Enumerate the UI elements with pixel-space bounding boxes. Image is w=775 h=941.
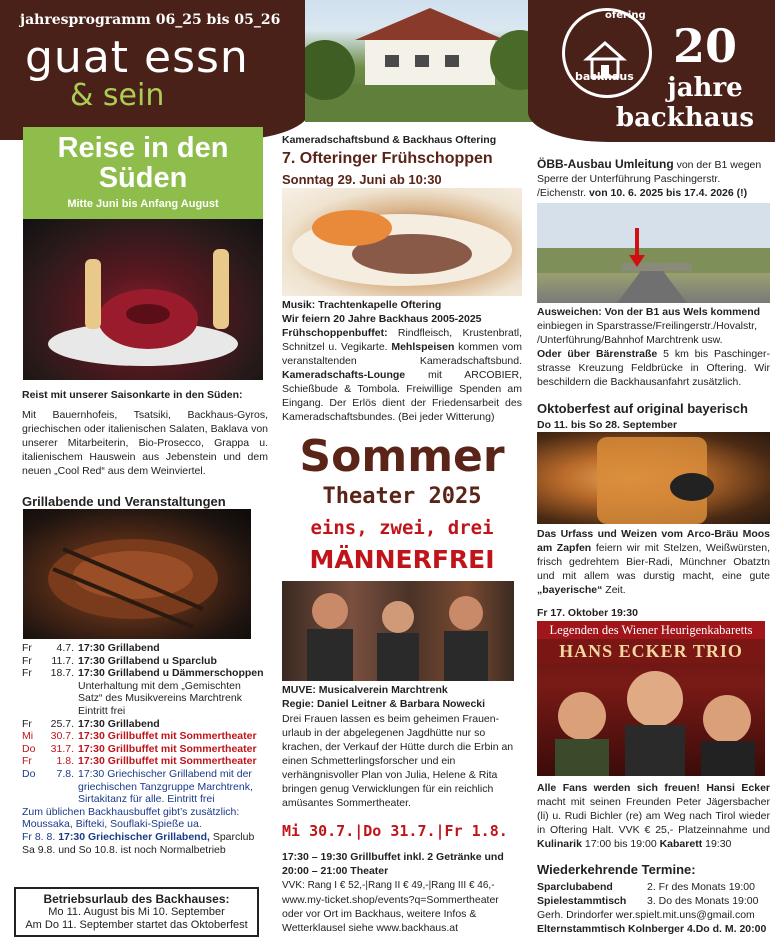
feature-title: Reise in den Süden (57, 132, 229, 194)
oktoberfest-description: Das Urfass und Weizen vom Arco-Bräu Moos am Zapfen feiern wir mit Stelzen, Weißwürsten, frisch gedrehtem Bier-Radi, Münchner Obatztn und mit allem was durstig macht, eine gute „bayerische“ Zeit. (537, 528, 770, 596)
oktoberfest-dates: Do 11. bis So 28. September (537, 419, 678, 431)
holiday-dates: Mo 11. August bis Mi 10. September (48, 906, 225, 918)
weather-clause: Wetterklausel siehe www.backhaus.at (282, 922, 459, 934)
cast-illustration (282, 581, 514, 681)
onsite-info: oder vor Ort im Backhaus, weitere Infos & (282, 908, 477, 920)
dessert-illustration (23, 219, 263, 380)
trio-description: Alle Fans werden sich freuen! Hansi Ecker macht mit seinen Freunden Peter Jägersbacher (li) u. Rudi Bichler (re) am Weg nach Tirol wieder in Oftering Halt. VVK € 25,- Platzeinnahme und Kulinarik 17:00 bis 19:00 Kabarett 19:30 (537, 782, 770, 850)
recurring-item: Sparclubabend 2. Fr des Monats 19:00 (537, 881, 755, 893)
play-title-line2: MÄNNERFREI (309, 545, 495, 574)
fruehschoppen-kicker: Kameradschaftsbund & Backhaus Oftering (282, 134, 497, 146)
detour-route: Ausweichen: Von der B1 aus Wels kommend einbiegen in Sparstrasse/Freilingerstr./Hovalstr, /Unterführung/Bahnhof Marchtrenk usw. (537, 306, 761, 346)
event-schedule (22, 642, 268, 856)
schedule-row-greek-2: Fr 8. 8. 17:30 Griechischer Grillabend, Sparclub (22, 830, 255, 843)
schedule-row-theater: Mi 30.7. 17:30 Grillbuffet mit Sommertheater (22, 730, 257, 743)
recurring-list (537, 880, 770, 936)
backhaus-logo (562, 8, 652, 98)
schedule-row: Fr 11.7. 17:30 Grillabend u Sparclub (22, 654, 217, 667)
buffet-dishes: Moussaka, Bifteki, Souflaki-Spieße ua. (22, 818, 202, 831)
theater-headline: Theater 2025 (322, 484, 482, 509)
program-period: jahresprogramm 06_25 bis 05_26 (20, 12, 281, 28)
play-synopsis: Drei Frauen lassen es beim geheimen Frauen-urlaub in der abgelegenen Jagdhütte nur so krachen, der Verkauf der Hütte durch die Erbin an einen Schmetterlingsforscher und ein verhängnisvoller Plan von Julia, Helene & Rita bringen genug Verwicklungen für ein reichlich amüsantes Sommertheater. (282, 713, 514, 809)
normal-operation-note: Sa 9.8. und So 10.8. ist noch Normalbetrieb (22, 843, 226, 856)
season-intro: Reist mit unserer Saisonkarte in den Süden: (22, 389, 243, 401)
anniversary-line: Wir feiern 20 Jahre Backhaus 2005-2025 (282, 313, 482, 325)
anniversary-word: jahre (667, 73, 743, 103)
road-illustration (537, 203, 770, 303)
feature-subtitle: Mitte Juni bis Anfang August (67, 198, 219, 210)
brand-subtitle: & sein (70, 78, 165, 113)
muve-line: MUVE: Musicalverein Marchtrenk (282, 684, 448, 696)
obb-detour-info: ÖBB-Ausbau Umleitung von der B1 wegen Sperre der Unterführung Paschingerstr. /Eichenstr. von 10. 6. 2025 bis 17.4. 2026 (!) (537, 157, 762, 199)
holiday-oktoberfest-note: Am Do 11. September startet das Oktoberfest (25, 919, 248, 931)
season-menu-text: Mit Bauernhofeis, Tsatsiki, Backhaus-Gyros, griechischen oder italienischen Salaten, Baklava von unserer Mitarbeiterin, Bio-Prosecco, Grappa u. italienischem Hauswein aus Jebenstein und dem neuen „Cool Red“ aus dem Weinviertel. (22, 409, 268, 477)
trio-banner-subtitle: Legenden des Wiener Heurigenkabaretts (537, 621, 765, 639)
fruehschoppen-title: 7. Ofteringer Frühschoppen (282, 150, 493, 167)
beer-glass-illustration (537, 432, 770, 524)
ticket-prices: VVK: Rang I € 52,-|Rang II € 49,-|Rang III € 46,- (282, 880, 495, 891)
steak-illustration (23, 509, 251, 639)
logo-text-bottom: backhaus (575, 70, 634, 83)
schedule-row: Fr 18.7. 17:30 Grillabend u Dämmerschoppen (22, 667, 264, 680)
roast-beef-photo (282, 188, 522, 296)
trio-banner-title: HANS ECKER TRIO (537, 639, 765, 663)
meat-plate-illustration (282, 188, 522, 296)
building-illustration (305, 0, 533, 122)
holiday-box (14, 887, 259, 937)
steak-photo (23, 509, 251, 639)
schedule-row: Fr 25.7. 17:30 Grillabend (22, 717, 160, 730)
theater-times-1: 17:30 – 19:30 Grillbuffet inkl. 2 Getränke und (282, 851, 504, 863)
fruehschoppen-description: Frühschoppenbuffet: Rindfleisch, Krustenbratl, Schnitzel u. Vegikarte. Mehlspeisen kommen vom veranstaltenden Kameradschaftsbund. Kameradschafts-Lounge mit ARCOBIER, Schießbude & Tombola. Freiwillige Spenden am Eingang. Der Erlös dient der Friedensarbeit des Kameradschaftsbundes. (Bei jeder Witterung) (282, 327, 522, 423)
grill-heading: Grillabende und Veranstaltungen (22, 494, 226, 509)
backhaus-building-photo (305, 0, 533, 122)
theater-dates: Mi 30.7.|Do 31.7.|Fr 1.8. (282, 822, 508, 840)
logo-text-top: ofering (605, 10, 646, 21)
road-photo (537, 203, 770, 303)
anniversary-number: 20 (672, 19, 737, 73)
detour-alternative: Oder über Bärenstraße 5 km bis Paschinger-strasse Kreuzung Feldbrücke in Oftering. Wir beschildern die Backhausanfahrt zusätzlich. (537, 348, 770, 388)
buffet-note: Zum üblichen Backhausbuffet gibt’s zusätzlich: (22, 805, 240, 818)
schedule-row-note: Eintritt frei (78, 704, 126, 717)
fruehschoppen-date: Sonntag 29. Juni ab 10:30 (282, 172, 442, 187)
recurring-item: Spielestammtisch 3. Do des Monats 19:00 (537, 895, 759, 907)
regie-line: Regie: Daniel Leitner & Barbara Nowecki (282, 698, 486, 710)
play-title-line1: eins, zwei, drei (310, 517, 494, 539)
schedule-row-theater: Fr 1.8. 17:30 Grillbuffet mit Sommertheater (22, 755, 257, 768)
recurring-title: Wiederkehrende Termine: (537, 862, 696, 877)
parents-meetup: Elternstammtisch Kolnberger 4.Do d. M. 20:00 (537, 923, 767, 935)
schedule-row-greek: Do 7.8. 17:30 Griechischer Grillabend mit der griechischen Tanzgruppe Marchtrenk, Sirtakitanz für alle. Eintritt frei (22, 767, 253, 806)
holiday-title: Betriebsurlaub des Backhauses: (43, 892, 230, 906)
trio-date: Fr 17. Oktober 19:30 (537, 607, 638, 619)
oktoberfest-title: Oktoberfest auf original bayerisch (537, 401, 748, 416)
games-contact: Gerh. Drindorfer wer.spielt.mit.uns@gmail.com (537, 909, 755, 921)
theater-cast-photo (282, 581, 514, 681)
schedule-row-note: Unterhaltung mit dem „Gemischten Satz“ des Musikvereins Marchtrenk (78, 679, 242, 705)
brand-title: guat essn (25, 32, 249, 83)
ticket-url[interactable]: www.my-ticket.shop/events?q=Sommertheater (282, 894, 499, 906)
beer-photo (537, 432, 770, 524)
dessert-photo (23, 219, 263, 380)
musik-line: Musik: Trachtenkapelle Oftering (282, 299, 442, 311)
anniversary-name: backhaus (615, 103, 755, 133)
schedule-row: Fr 4.7. 17:30 Grillabend (22, 642, 160, 654)
theater-times-2: 20:00 – 21:00 Theater (282, 865, 389, 877)
schedule-row-theater: Do 31.7. 17:30 Grillbuffet mit Sommertheater (22, 742, 257, 755)
sommer-headline: Sommer (299, 431, 505, 482)
